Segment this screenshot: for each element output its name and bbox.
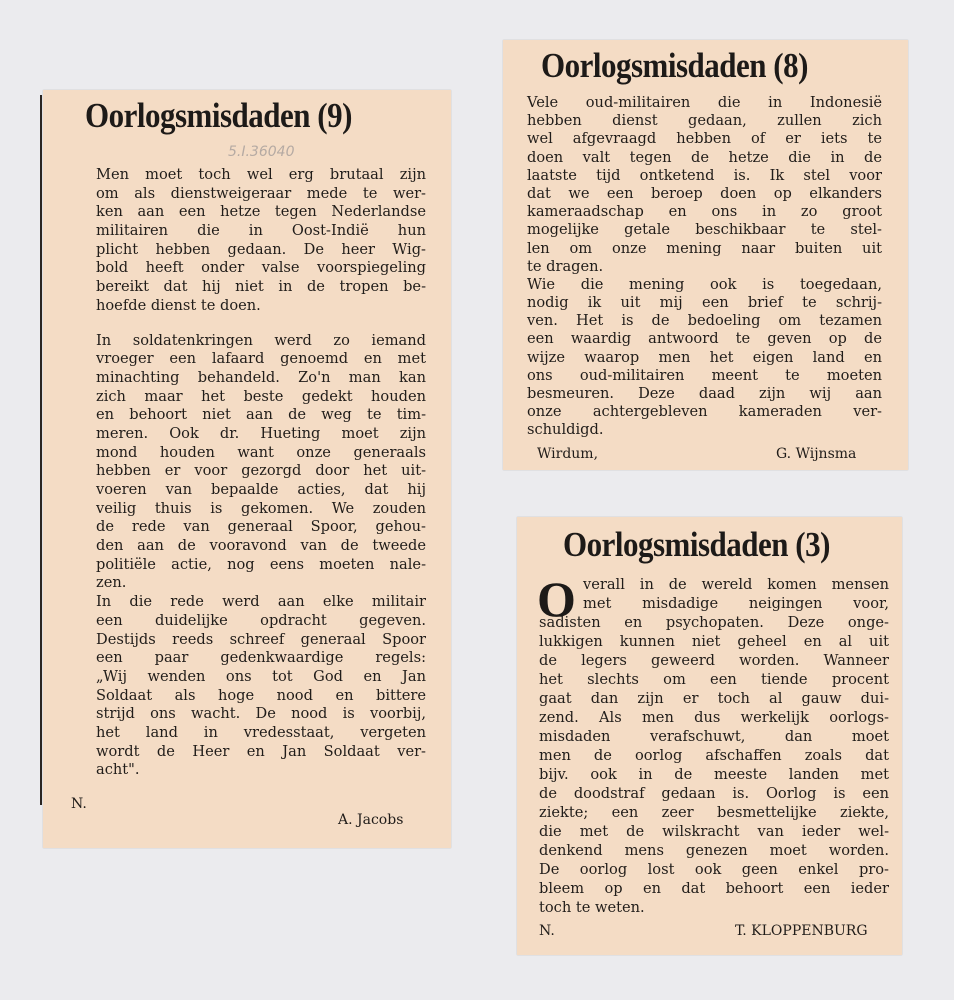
text-line: len om onze mening naar buiten uit [527,239,882,257]
text-line: bleem op en dat behoort een ieder [539,880,889,897]
article-body [96,166,426,780]
text-line: wijze waarop men het eigen land en [527,348,882,366]
text-line: laatste tijd ontketend is. Ik stel voor [527,166,882,184]
text-line: militairen die in Oost-Indië hun [96,222,426,240]
text-line: schuldigd. [527,421,604,439]
text-line: verall in de wereld komen mensen [583,576,889,593]
text-line: men de oorlog afschaffen zoals dat [539,747,889,764]
text-line: kameraadschap en ons in zo groot [527,203,882,221]
text-line: doen valt tegen de hetze die in de [527,148,882,166]
text-line: die met de wilskracht van ieder wel- [539,823,889,840]
article-body [527,94,882,440]
text-line: mogelijke getale beschikbaar te stel- [527,221,882,239]
article-place: N. [71,796,87,812]
drop-cap: O [537,571,576,627]
text-line: hebben er voor gezorgd door het uit- [96,462,426,480]
text-line: met misdadige neigingen voor, [583,595,889,612]
text-line: „Wij wenden ons tot God en Jan [96,667,426,685]
clipping-oorlogsmisdaden-8 [503,40,908,470]
text-line: den aan de vooravond van de tweede [96,537,426,555]
text-line: en behoort niet aan de weg te tim- [96,406,426,424]
article-author: T. KLOPPENBURG [735,923,868,939]
text-line: de legers geweerd worden. Wanneer [539,652,889,669]
paragraph [527,276,882,440]
text-line: de rede van generaal Spoor, gehou- [96,518,426,536]
clipping-title: Oorlogsmisdaden (9) [85,95,352,136]
text-line: zen. [96,574,127,592]
paragraph [96,166,426,316]
text-line: Men moet toch wel erg brutaal zijn [96,166,426,183]
text-line: Destijds reeds schreef generaal Spoor [96,630,426,648]
text-line: vroeger een lafaard genoemd en met [96,350,426,368]
text-line: om als dienstweigeraar mede te wer- [96,184,426,202]
text-line: het land in vredesstaat, vergeten [96,723,426,741]
text-line: meren. Ook dr. Hueting moet zijn [96,424,426,442]
text-line: bereikt dat hij niet in de tropen be- [96,278,426,296]
text-line: De oorlog lost ook geen enkel pro- [539,861,889,878]
text-line: In die rede werd aan elke militair [96,593,426,611]
text-line: besmeuren. Deze daad zijn wij aan [527,385,882,402]
text-line: nodig ik uit mij een brief te schrij- [527,294,882,312]
text-line: ven. Het is de bedoeling om tezamen [527,312,882,330]
text-line: ziekte; een zeer besmettelijke ziekte, [539,804,889,821]
text-line: Wie die mening ook is toegedaan, [527,275,882,293]
handwritten-note: 5.I.36040 [228,144,295,160]
text-line: hoefde dienst te doen. [96,296,261,314]
text-line: acht". [96,761,140,779]
paragraph [527,94,882,276]
text-line: strijd ons wacht. De nood is voorbij, [96,705,426,723]
text-line: bold heeft onder valse voorspiegeling [96,259,426,277]
text-line: een waardig antwoord te geven op de [527,330,882,348]
text-line: sadisten en psychopaten. Deze onge- [539,614,889,631]
text-line: mond houden want onze generaals [96,443,426,461]
paragraph [96,332,426,781]
text-line: te dragen. [527,257,604,275]
article-place: N. [539,923,555,939]
paragraph [537,571,889,917]
text-line: minachting behandeld. Zo'n man kan [96,368,426,386]
text-line: politiële actie, nog eens moeten nale- [96,555,426,573]
text-line: bijv. ook in de meeste landen met [539,766,889,783]
text-line: toch te weten. [539,899,645,916]
text-line: de doodstraf gedaan is. Oorlog is een [539,785,889,802]
article-author: A. Jacobs [338,812,404,828]
clipping-oorlogsmisdaden-9 [43,90,451,848]
text-line: lukkigen kunnen niet geheel en al uit [539,633,889,650]
text-line: gaat dan zijn er toch al gauw dui- [539,690,889,707]
text-line: hebben dienst gedaan, zullen zich [527,112,882,130]
clipping-oorlogsmisdaden-3 [517,517,902,955]
text-line: onze achtergebleven kameraden ver- [527,403,882,421]
text-line: In soldatenkringen werd zo iemand [96,331,426,349]
text-line: denkend mens genezen moet worden. [539,842,889,859]
adjacent-clipping-edge [40,95,42,805]
article-body [537,571,889,917]
text-line: dat we een beroep doen op elkanders [527,184,882,202]
text-line: wordt de Heer en Jan Soldaat ver- [96,742,426,760]
text-line: veilig thuis is gekomen. We zouden [96,499,426,517]
text-line: een duidelijke opdracht gegeven. [96,611,426,629]
text-line: zend. Als men dus werkelijk oorlogs- [539,709,889,726]
text-line: het slechts om een tiende procent [539,671,889,688]
text-line: Soldaat als hoge nood en bittere [96,686,426,704]
text-line: ons oud-militairen meent te moeten [527,366,882,384]
text-line: ken aan een hetze tegen Nederlandse [96,203,426,221]
text-line: voeren van bepaalde acties, dat hij [96,481,426,498]
article-author: G. Wijnsma [776,446,857,462]
clipping-title: Oorlogsmisdaden (3) [563,524,830,565]
article-place: Wirdum, [537,446,599,462]
text-line: plicht hebben gedaan. De heer Wig- [96,240,426,258]
text-line: wel afgevraagd hebben of er iets te [527,130,882,148]
text-line: misdaden verafschuwt, dan moet [539,728,889,745]
clipping-title: Oorlogsmisdaden (8) [541,45,808,86]
text-line: zich maar het beste gedekt houden [96,387,426,405]
text-line: een paar gedenkwaardige regels: [96,649,426,667]
text-line: Vele oud-militairen die in Indonesië [527,94,882,111]
